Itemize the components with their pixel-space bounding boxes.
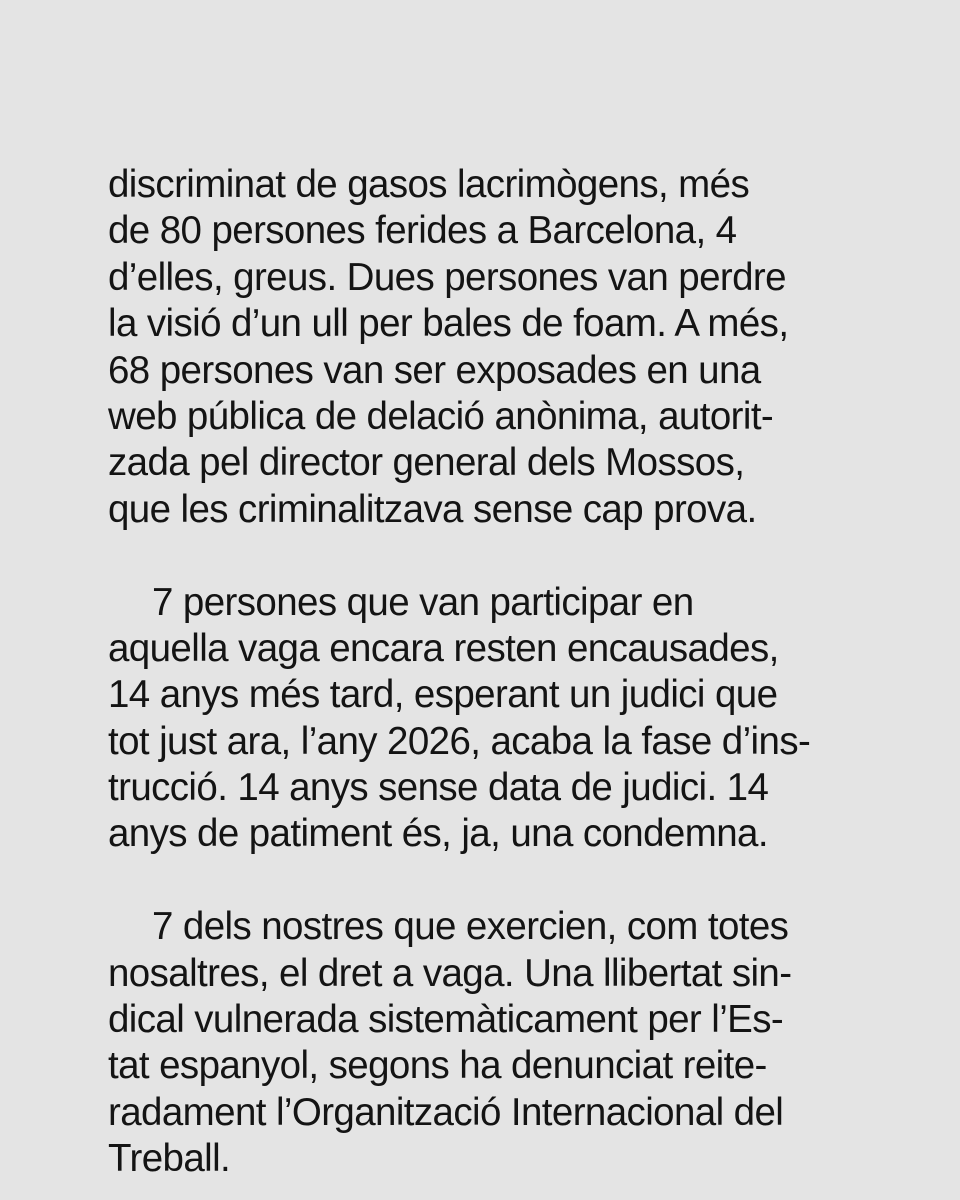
text-line: 7 dels nostres que exercien, com totes: [152, 905, 789, 949]
text-line: radament l’Organització Internacional del: [108, 1090, 784, 1134]
paragraph-1: [108, 162, 868, 533]
text-line: web pública de delació anònima, autorit-: [108, 394, 774, 438]
text-line: tot just ara, l’any 2026, acaba la fase d’ins-: [108, 719, 811, 763]
text-line: nosaltres, el dret a vaga. Una llibertat sin-: [108, 951, 792, 995]
paragraph-3: [108, 904, 868, 1182]
text-line: tat espanyol, segons ha denunciat reite-: [108, 1044, 767, 1088]
text-line: que les criminalitzava sense cap prova.: [108, 487, 757, 531]
paragraph-2: [108, 580, 868, 858]
text-line: 7 persones que van participar en: [152, 580, 694, 624]
text-line: dical vulnerada sistemàticament per l’Es-: [108, 998, 784, 1042]
text-line: de 80 persones ferides a Barcelona, 4: [108, 209, 737, 253]
text-line: anys de patiment és, ja, una condemna.: [108, 812, 768, 856]
text-line: d’elles, greus. Dues persones van perdre: [108, 255, 786, 299]
text-line: 14 anys més tard, esperant un judici que: [108, 673, 778, 717]
body-text: [108, 162, 868, 1183]
text-line: trucció. 14 anys sense data de judici. 14: [108, 766, 769, 810]
text-line: zada pel director general dels Mossos,: [108, 441, 745, 485]
text-line: 68 persones van ser exposades en una: [108, 348, 761, 392]
paragraph-gap: [108, 533, 868, 579]
text-line: la visió d’un ull per bales de foam. A més,: [108, 302, 789, 346]
text-line: discriminat de gasos lacrimògens, més: [108, 163, 750, 206]
text-line: aquella vaga encara resten encausades,: [108, 626, 779, 670]
text-line: Treball.: [108, 1137, 231, 1181]
paragraph-gap: [108, 858, 868, 904]
